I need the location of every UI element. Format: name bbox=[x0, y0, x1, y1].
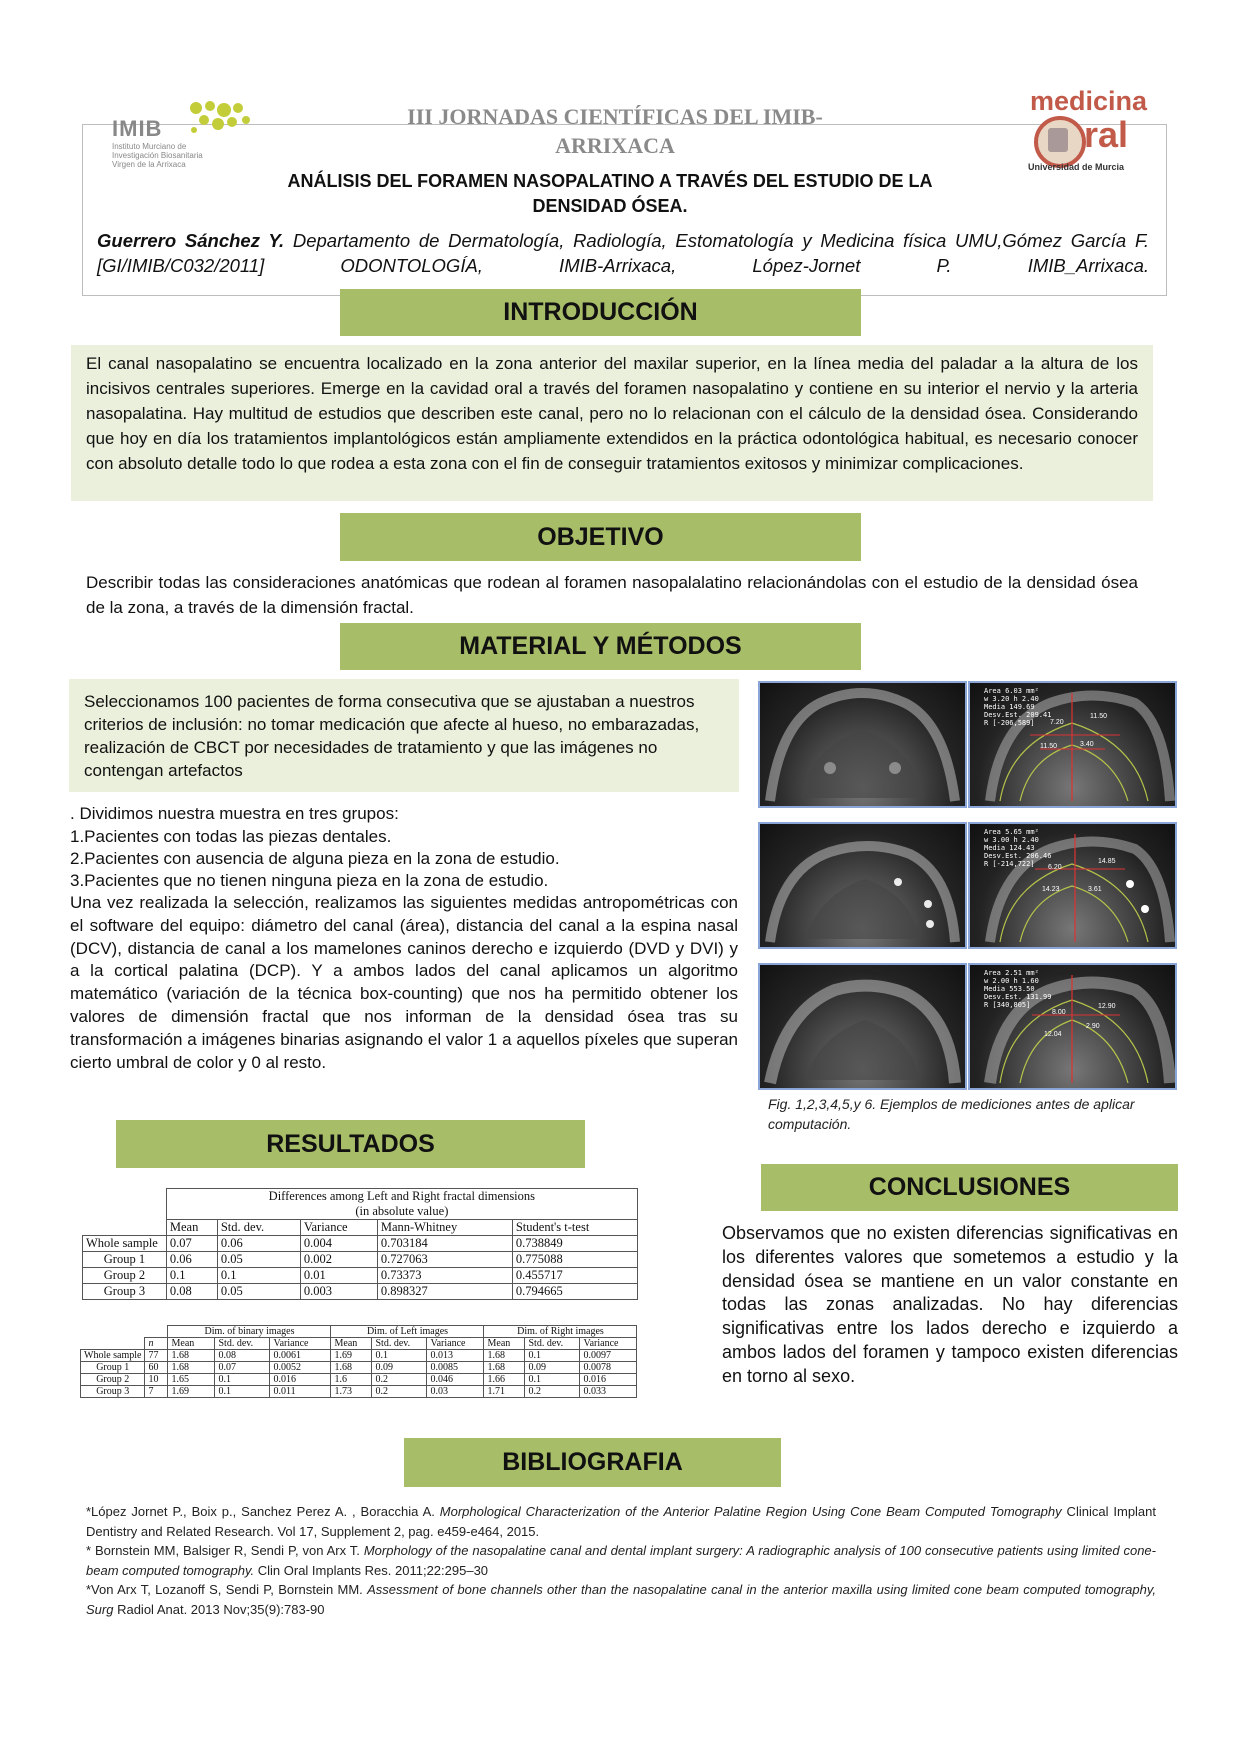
table-header: Mean bbox=[168, 1338, 215, 1350]
table-row: Group 2 10 1.65 0.1 0.016 1.6 0.2 0.046 1.66 0.1 0.016 bbox=[81, 1374, 637, 1386]
table-row: Group 1 60 1.68 0.07 0.0052 1.68 0.09 0.0085 1.68 0.09 0.0078 bbox=[81, 1362, 637, 1374]
scan-number: 8.00 bbox=[1052, 1009, 1066, 1016]
logo-sub-3: Virgen de la Arrixaca bbox=[112, 160, 186, 169]
cbct-image-2 bbox=[758, 822, 967, 949]
event-title-line1: III JORNADAS CIENTÍFICAS DEL IMIB- bbox=[407, 104, 823, 129]
logo-sub-2: Investigación Biosanitaria bbox=[112, 151, 203, 160]
table-header: Variance bbox=[300, 1220, 377, 1236]
objetivo-text: Describir todas las consideraciones anatómicas que rodean al foramen nasopalalatino relacionándolas con el estudio de la densidad ósea de la zona, a través de la dimensión fractal. bbox=[86, 573, 1138, 617]
table-header: Std. dev. bbox=[215, 1338, 270, 1350]
poster-title-line2: DENSIDAD ÓSEA. bbox=[532, 196, 688, 216]
group-list-item-3: 3.Pacientes que no tienen ninguna pieza en la zona de estudio. bbox=[70, 871, 549, 890]
table2-group-header: Dim. of Right images bbox=[484, 1326, 637, 1338]
group-list-item-1: 1.Pacientes con todas las piezas dentales. bbox=[70, 827, 392, 846]
heading-introduccion: INTRODUCCIÓN bbox=[340, 289, 861, 336]
scan-number: 3.40 bbox=[1080, 741, 1094, 748]
poster-title-line1: ANÁLISIS DEL FORAMEN NASOPALATINO A TRAVÉS DEL ESTUDIO DE LA bbox=[287, 171, 933, 191]
scan-number: 14.85 bbox=[1098, 858, 1116, 865]
table-2 bbox=[80, 1325, 637, 1398]
table-header: Variance bbox=[580, 1338, 637, 1350]
table-row: Whole sample 0.07 0.06 0.004 0.703184 0.738849 bbox=[83, 1236, 638, 1252]
table-row: Group 1 0.06 0.05 0.002 0.727063 0.775088 bbox=[83, 1252, 638, 1268]
reference-1: *López Jornet P., Boix p., Sanchez Perez A. , Boracchia A. Morphological Characterization of the Anterior Palatine Region Using Cone Beam Computed Tomography Clinical Implant Dentistry and Related Research. Vol 17, Supplement 2, pag. e459-e464, 2015. bbox=[86, 1504, 1157, 1539]
logo-oral-text: ral bbox=[1084, 114, 1129, 155]
figure-caption: Fig. 1,2,3,4,5,y 6. Ejemplos de mediciones antes de aplicar computación. bbox=[768, 1096, 1135, 1132]
metodos-intro: . Dividimos nuestra muestra en tres grupos: bbox=[70, 804, 399, 823]
table-header: Std. dev. bbox=[372, 1338, 427, 1350]
table1-caption-1: Differences among Left and Right fractal dimensions bbox=[268, 1189, 536, 1203]
cbct-image-1 bbox=[758, 681, 967, 808]
logo-sub-1: Instituto Murciano de bbox=[112, 142, 187, 151]
heading-objetivo: OBJETIVO bbox=[340, 513, 861, 561]
table-header: Mann-Whitney bbox=[377, 1220, 512, 1236]
scan-number: 3.61 bbox=[1088, 886, 1102, 893]
authors bbox=[97, 228, 1149, 278]
table-header: Variance bbox=[270, 1338, 331, 1350]
table-row: Whole sample 77 1.68 0.08 0.0061 1.69 0.1 0.013 1.68 0.1 0.0097 bbox=[81, 1350, 637, 1362]
cbct-measure-3 bbox=[968, 963, 1177, 1090]
table-header: Std. dev. bbox=[525, 1338, 580, 1350]
table-row: Group 3 0.08 0.05 0.003 0.898327 0.794665 bbox=[83, 1284, 638, 1300]
table-row: Group 2 0.1 0.1 0.01 0.73373 0.455717 bbox=[83, 1268, 638, 1284]
scan-readout-1: Area 6.03 mm² w 3.20 h 2.40 Media 149.69 Desv.Est. 209.41 R [-206,589] bbox=[984, 687, 1052, 727]
scan-number: 11.50 bbox=[1090, 713, 1107, 720]
authors-rest: Departamento de Dermatología, Radiología, Estomatología y Medicina física UMU,Gómez García F.[GI/IMIB/C032/2011] ODONTOLOGÍA, IMIB-Arrixaca, López-Jornet P. IMIB_Arrixaca. bbox=[97, 230, 1149, 276]
group-list-item-2: 2.Pacientes con ausencia de alguna pieza en la zona de estudio. bbox=[70, 849, 560, 868]
logo-seal-icon bbox=[1034, 116, 1086, 168]
conclusiones-text: Observamos que no existen diferencias significativas en los diferentes valores que sometemos a estudio y la densidad ósea se mantiene en un valor constante en todas las zonas analizadas. No hay diferencias significativas entre los lados derecho e izquierdo a ambos lados del foramen y tampoco existen diferencias en torno al sexo. bbox=[722, 1223, 1178, 1386]
scan-number: 2.90 bbox=[1086, 1023, 1100, 1030]
logo-dots bbox=[184, 100, 254, 140]
intro-text: El canal nasopalatino se encuentra localizado en la zona anterior del maxilar superior, en la línea media del paladar a la altura de los incisivos centrales superiores. Emerge en la cavidad oral a través del foramen nasopalatino y contiene en su interior el nervio y la arteria nasopalatina. Hay multitud de estudios que describen este canal, pero no lo relacionan con el cálculo de la densidad ósea. Considerando que hoy en día los tratamientos implantológicos están ampliamente extendidos en la práctica odontológica habitual, es necesario conocer con absoluto detalle todo lo que rodea a esta zona con el fin de conseguir tratamientos exitosos y minimizar complicaciones. bbox=[86, 354, 1138, 473]
table2-group-header: Dim. of binary images bbox=[168, 1326, 331, 1338]
metodos-box-text: Seleccionamos 100 pacientes de forma consecutiva que se ajustaban a nuestros criterios de inclusión: no tomar medicación que afecte al hueso, no embarazadas, realización de CBCT por necesidades de tratamiento y que las imágenes no contengan artefactos bbox=[84, 692, 700, 780]
logo-university-text: Universidad de Murcia bbox=[1028, 162, 1125, 172]
reference-3: *Von Arx T, Lozanoff S, Sendi P, Bornstein MM. Assessment of bone channels other than the nasopalatine canal in the anterior maxilla using limited cone beam computed tomography, Surg Radiol Anat. 2013 Nov;35(9):783-90 bbox=[86, 1582, 1156, 1617]
table-1 bbox=[82, 1188, 638, 1300]
event-title-line2: ARRIXACA bbox=[555, 133, 675, 158]
table-header: Mean bbox=[331, 1338, 372, 1350]
scan-readout-3: Area 2.51 mm² w 2.00 h 1.60 Media 553.50 Desv.Est. 131.99 R [340,805] bbox=[984, 969, 1052, 1009]
heading-metodos: MATERIAL Y MÉTODOS bbox=[340, 623, 861, 670]
cbct-measure-2 bbox=[968, 822, 1177, 949]
table-header: Mean bbox=[484, 1338, 525, 1350]
scan-number: 6.20 bbox=[1048, 864, 1062, 871]
reference-2: * Bornstein MM, Balsiger R, Sendi P, von Arx T. Morphology of the nasopalatine canal and dental implant surgery: A radiographic analysis of 100 consecutive patients using limited cone-beam computed tomography. Clin Oral Implants Res. 2011;22:295–30 bbox=[86, 1543, 1156, 1578]
scan-number: 12.90 bbox=[1098, 1003, 1116, 1010]
scan-number: 11.50 bbox=[1040, 743, 1057, 750]
table-header: Mean bbox=[166, 1220, 217, 1236]
bibliography-list bbox=[86, 1502, 1156, 1620]
scan-number: 12.04 bbox=[1044, 1031, 1062, 1038]
heading-bibliografia: BIBLIOGRAFIA bbox=[404, 1438, 781, 1487]
heading-resultados: RESULTADOS bbox=[116, 1120, 585, 1168]
table-header: n bbox=[145, 1338, 168, 1350]
table-header: Variance bbox=[427, 1338, 484, 1350]
cbct-image-3 bbox=[758, 963, 967, 1090]
table-header: Student's t-test bbox=[512, 1220, 637, 1236]
logo-medicina-text: medicina bbox=[1030, 86, 1148, 116]
logo-imib-text: IMIB bbox=[112, 116, 163, 141]
heading-conclusiones: CONCLUSIONES bbox=[761, 1164, 1178, 1211]
table-row: Group 3 7 1.69 0.1 0.011 1.73 0.2 0.03 1.71 0.2 0.033 bbox=[81, 1386, 637, 1398]
table1-caption-2: (in absolute value) bbox=[355, 1204, 449, 1218]
authors-lead: Guerrero Sánchez Y. bbox=[97, 230, 285, 251]
scan-number: 14.23 bbox=[1042, 886, 1060, 893]
metodos-paragraph: Una vez realizada la selección, realizamos las siguientes medidas antropométricas con el software del equipo: diámetro del canal (área), distancia del canal a la espina nasal (DCV), distancia de canal a los mamelones caninos derecho e izquierdo (DVD y DVI) y a la cortical palatina (DCP). Y a ambos lados del canal aplicamos un algoritmo matemático (variación de la técnica box-counting) que nos ha permitido obtener los valores de dimensión fractal que nos informan de la densidad ósea tras su transformación a imágenes binarias asignando el valor 1 a aquellos píxeles que superan cierto umbral de color y 0 al resto. bbox=[70, 893, 738, 1072]
table2-group-header: Dim. of Left images bbox=[331, 1326, 484, 1338]
scan-readout-2: Area 5.65 mm² w 3.00 h 2.40 Media 124.43 Desv.Est. 206.46 R [-214,722] bbox=[984, 828, 1052, 868]
medicina-oral-logo bbox=[1028, 86, 1168, 176]
table-header: Std. dev. bbox=[217, 1220, 300, 1236]
cbct-measure-1 bbox=[968, 681, 1177, 808]
imib-logo bbox=[112, 100, 252, 172]
scan-number: 7.20 bbox=[1050, 719, 1064, 726]
